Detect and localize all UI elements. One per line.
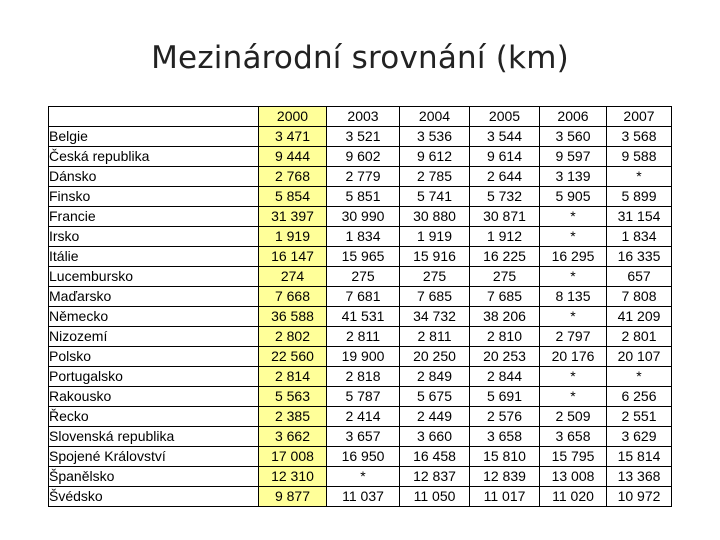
value-cell: 2 644 xyxy=(470,167,540,187)
country-name: Francie xyxy=(49,207,259,227)
value-cell: 5 741 xyxy=(400,187,470,207)
value-cell: 20 250 xyxy=(400,347,470,367)
value-cell: 20 176 xyxy=(540,347,607,367)
value-cell: 13 008 xyxy=(540,467,607,487)
value-cell: 15 965 xyxy=(327,247,400,267)
value-cell: 2 801 xyxy=(607,327,672,347)
table-row xyxy=(49,427,672,447)
value-cell: 2 797 xyxy=(540,327,607,347)
country-name: Portugalsko xyxy=(49,367,259,387)
value-cell: 2 785 xyxy=(400,167,470,187)
value-cell: 41 531 xyxy=(327,307,400,327)
value-cell: 30 871 xyxy=(470,207,540,227)
value-cell: 275 xyxy=(470,267,540,287)
value-cell: 16 225 xyxy=(470,247,540,267)
table-row xyxy=(49,307,672,327)
value-cell: * xyxy=(607,367,672,387)
value-cell: 15 916 xyxy=(400,247,470,267)
value-cell: 7 685 xyxy=(470,287,540,307)
value-cell: 16 458 xyxy=(400,447,470,467)
value-cell: 15 814 xyxy=(607,447,672,467)
value-cell: 274 xyxy=(259,267,327,287)
value-cell: 16 147 xyxy=(259,247,327,267)
value-cell: 31 154 xyxy=(607,207,672,227)
value-cell: 7 685 xyxy=(400,287,470,307)
value-cell: 2 849 xyxy=(400,367,470,387)
value-cell: 11 037 xyxy=(327,487,400,507)
value-cell: 2 449 xyxy=(400,407,470,427)
value-cell: 3 662 xyxy=(259,427,327,447)
value-cell: 3 568 xyxy=(607,127,672,147)
page-title: Mezinárodní srovnání (km) xyxy=(151,40,569,76)
value-cell: 7 668 xyxy=(259,287,327,307)
table-row xyxy=(49,187,672,207)
value-cell: 30 990 xyxy=(327,207,400,227)
value-cell: 2 385 xyxy=(259,407,327,427)
value-cell: 3 139 xyxy=(540,167,607,187)
value-cell: 15 810 xyxy=(470,447,540,467)
value-cell: * xyxy=(540,307,607,327)
country-name: Lucembursko xyxy=(49,267,259,287)
value-cell: 8 135 xyxy=(540,287,607,307)
value-cell: * xyxy=(327,467,400,487)
column-header: 2003 xyxy=(327,107,400,127)
column-header: 2000 xyxy=(259,107,327,127)
value-cell: 15 795 xyxy=(540,447,607,467)
value-cell: 7 681 xyxy=(327,287,400,307)
country-name: Česká republika xyxy=(49,147,259,167)
value-cell: 3 658 xyxy=(540,427,607,447)
value-cell: 2 814 xyxy=(259,367,327,387)
value-cell: 2 844 xyxy=(470,367,540,387)
column-header: 2004 xyxy=(400,107,470,127)
table-body xyxy=(49,127,672,507)
table-row xyxy=(49,147,672,167)
value-cell: 9 588 xyxy=(607,147,672,167)
column-header: 2005 xyxy=(470,107,540,127)
value-cell: 17 008 xyxy=(259,447,327,467)
value-cell: * xyxy=(540,367,607,387)
value-cell: 38 206 xyxy=(470,307,540,327)
value-cell: 30 880 xyxy=(400,207,470,227)
value-cell: 11 020 xyxy=(540,487,607,507)
value-cell: 3 544 xyxy=(470,127,540,147)
value-cell: 1 834 xyxy=(607,227,672,247)
value-cell: 9 612 xyxy=(400,147,470,167)
value-cell: 3 521 xyxy=(327,127,400,147)
country-name: Maďarsko xyxy=(49,287,259,307)
table-row xyxy=(49,347,672,367)
value-cell: 2 810 xyxy=(470,327,540,347)
value-cell: 9 602 xyxy=(327,147,400,167)
value-cell: 41 209 xyxy=(607,307,672,327)
data-table xyxy=(48,106,672,507)
value-cell: 5 691 xyxy=(470,387,540,407)
table-row xyxy=(49,167,672,187)
table-row xyxy=(49,327,672,347)
country-name: Itálie xyxy=(49,247,259,267)
country-name: Dánsko xyxy=(49,167,259,187)
value-cell: 5 563 xyxy=(259,387,327,407)
value-cell: 16 295 xyxy=(540,247,607,267)
table-row xyxy=(49,387,672,407)
value-cell: 20 107 xyxy=(607,347,672,367)
value-cell: 12 839 xyxy=(470,467,540,487)
value-cell: 1 912 xyxy=(470,227,540,247)
value-cell: 11 050 xyxy=(400,487,470,507)
country-name: Španělsko xyxy=(49,467,259,487)
column-header: 2006 xyxy=(540,107,607,127)
country-name: Irsko xyxy=(49,227,259,247)
value-cell: 16 950 xyxy=(327,447,400,467)
table-row xyxy=(49,367,672,387)
value-cell: 2 811 xyxy=(327,327,400,347)
value-cell: 1 834 xyxy=(327,227,400,247)
value-cell: 657 xyxy=(607,267,672,287)
table-row xyxy=(49,267,672,287)
value-cell: 2 576 xyxy=(470,407,540,427)
table-row xyxy=(49,487,672,507)
table-row xyxy=(49,227,672,247)
country-name: Spojené Království xyxy=(49,447,259,467)
value-cell: 5 899 xyxy=(607,187,672,207)
value-cell: 3 536 xyxy=(400,127,470,147)
value-cell: 2 802 xyxy=(259,327,327,347)
table-row xyxy=(49,127,672,147)
value-cell: * xyxy=(607,167,672,187)
country-name: Řecko xyxy=(49,407,259,427)
value-cell: 3 471 xyxy=(259,127,327,147)
value-cell: 7 808 xyxy=(607,287,672,307)
value-cell: 13 368 xyxy=(607,467,672,487)
value-cell: 2 779 xyxy=(327,167,400,187)
table-row xyxy=(49,447,672,467)
header-row xyxy=(49,107,672,127)
value-cell: 5 787 xyxy=(327,387,400,407)
value-cell: 22 560 xyxy=(259,347,327,367)
value-cell: 34 732 xyxy=(400,307,470,327)
value-cell: 6 256 xyxy=(607,387,672,407)
country-name: Belgie xyxy=(49,127,259,147)
value-cell: 10 972 xyxy=(607,487,672,507)
value-cell: 36 588 xyxy=(259,307,327,327)
table-row xyxy=(49,247,672,267)
country-name: Polsko xyxy=(49,347,259,367)
value-cell: 12 837 xyxy=(400,467,470,487)
value-cell: 5 851 xyxy=(327,187,400,207)
value-cell: 5 854 xyxy=(259,187,327,207)
value-cell: 3 660 xyxy=(400,427,470,447)
value-cell: 2 811 xyxy=(400,327,470,347)
country-name: Nizozemí xyxy=(49,327,259,347)
value-cell: 2 551 xyxy=(607,407,672,427)
country-name: Slovenská republika xyxy=(49,427,259,447)
value-cell: 9 444 xyxy=(259,147,327,167)
country-name: Švédsko xyxy=(49,487,259,507)
table-row xyxy=(49,407,672,427)
value-cell: 2 768 xyxy=(259,167,327,187)
value-cell: 19 900 xyxy=(327,347,400,367)
header-cell-country xyxy=(49,107,259,127)
value-cell: 20 253 xyxy=(470,347,540,367)
value-cell: 12 310 xyxy=(259,467,327,487)
value-cell: 5 732 xyxy=(470,187,540,207)
country-name: Rakousko xyxy=(49,387,259,407)
value-cell: 31 397 xyxy=(259,207,327,227)
value-cell: 275 xyxy=(327,267,400,287)
value-cell: * xyxy=(540,227,607,247)
country-name: Německo xyxy=(49,307,259,327)
value-cell: 3 658 xyxy=(470,427,540,447)
value-cell: 2 818 xyxy=(327,367,400,387)
value-cell: 9 614 xyxy=(470,147,540,167)
table-row xyxy=(49,207,672,227)
table-row xyxy=(49,467,672,487)
value-cell: 5 675 xyxy=(400,387,470,407)
value-cell: * xyxy=(540,267,607,287)
value-cell: 1 919 xyxy=(259,227,327,247)
value-cell: 2 509 xyxy=(540,407,607,427)
value-cell: 9 877 xyxy=(259,487,327,507)
column-header: 2007 xyxy=(607,107,672,127)
value-cell: 3 560 xyxy=(540,127,607,147)
value-cell: 5 905 xyxy=(540,187,607,207)
value-cell: 3 657 xyxy=(327,427,400,447)
value-cell: * xyxy=(540,207,607,227)
value-cell: 2 414 xyxy=(327,407,400,427)
value-cell: 275 xyxy=(400,267,470,287)
table-row xyxy=(49,287,672,307)
value-cell: 1 919 xyxy=(400,227,470,247)
value-cell: 11 017 xyxy=(470,487,540,507)
country-name: Finsko xyxy=(49,187,259,207)
value-cell: 16 335 xyxy=(607,247,672,267)
value-cell: 3 629 xyxy=(607,427,672,447)
value-cell: 9 597 xyxy=(540,147,607,167)
value-cell: * xyxy=(540,387,607,407)
